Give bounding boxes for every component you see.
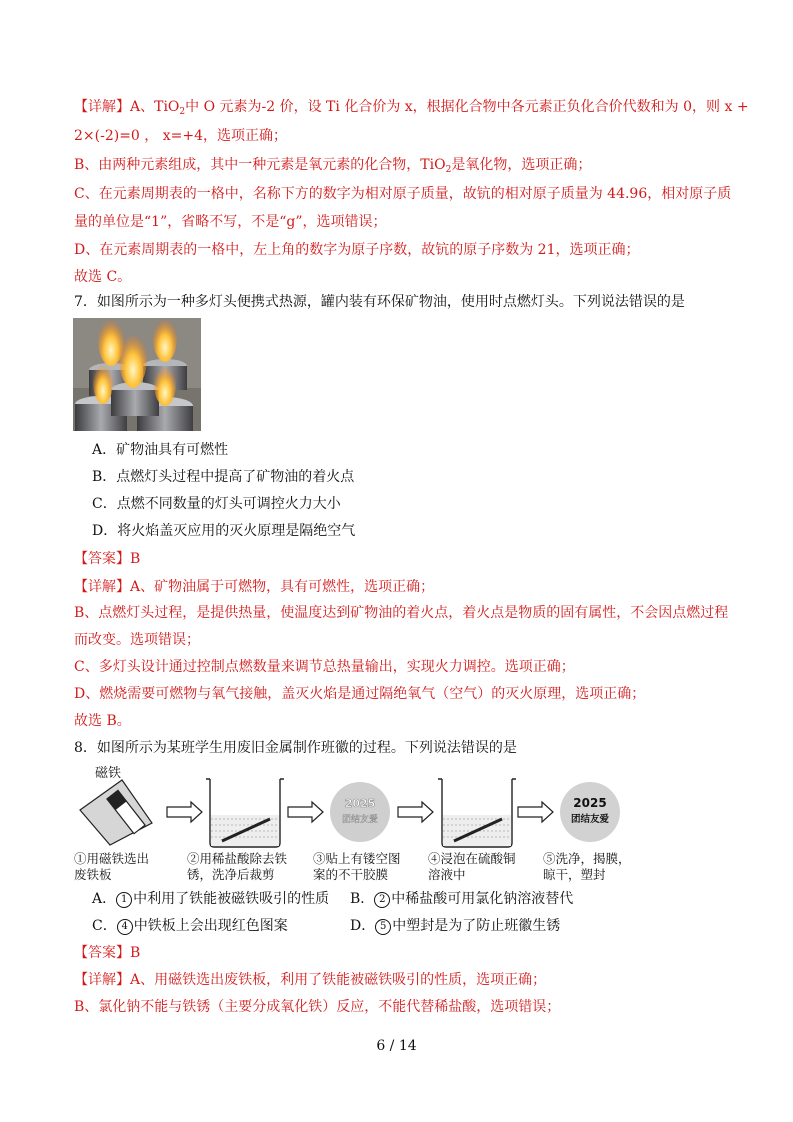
q7-detail-line-2: B、点燃灯头过程，是提供热量，使温度达到矿物油的着火点，着火点是物质的固有属性，不会因点燃过程 <box>74 605 729 621</box>
badge-outline-year: 2025 <box>344 797 376 810</box>
q7-option-b: B．点燃灯头过程中提高了矿物油的着火点 <box>92 469 355 485</box>
q6-detail-line-7: 故选 C。 <box>74 269 132 285</box>
q7-detail-line-3: 而改变。选项错误； <box>74 632 200 648</box>
q6-detail-line-5: 量的单位是“1”，省略不写，不是“g”，选项错误； <box>74 214 387 230</box>
q8-stem: 8．如图所示为某班学生用废旧金属制作班徽的过程。下列说法错误的是 <box>74 740 517 756</box>
q7-stem: 7．如图所示为一种多灯头便携式热源，罐内装有环保矿物油，使用时点燃灯头。下列说法错误的是 <box>74 294 685 310</box>
badge-final-text: 团结友爱 <box>570 814 610 825</box>
step-1-caption: ①用磁铁选出 废铁板 <box>74 851 150 882</box>
q7-detail-line-6: 故选 B。 <box>74 713 131 729</box>
q8-detail-line-2: B、氯化钠不能与铁锈（主要分成氧化铁）反应，不能代替稀盐酸，选项错误； <box>74 999 561 1015</box>
q6-detail-line-1: 【详解】A、TiO$_2$中 O 元素为-2 价，设 Ti 化合价为 x，根据化合物中各元素正负化合价代数和为 0，则 x + <box>74 99 749 117</box>
badge-final-year: 2025 <box>573 796 607 810</box>
q8-option-c: C． 4 中铁板上会出现红色图案 <box>92 918 288 934</box>
q7-answer: 【答案】B <box>74 551 141 567</box>
q7-option-a: A．矿物油具有可燃性 <box>92 442 229 458</box>
step-3-caption: ③贴上有镂空图 案的不干胶膜 <box>313 851 401 882</box>
q8-option-b: B． 2 中稀盐酸可用氯化钠溶液替代 <box>350 891 574 907</box>
step-2-caption: ②用稀盐酸除去铁 锈，洗净后裁剪 <box>187 851 288 882</box>
q8-detail-line-1: 【详解】A、用磁铁选出废铁板，利用了铁能被磁铁吸引的性质，选项正确； <box>74 972 547 988</box>
q7-option-d: D．将火焰盖灭应用的灭火原理是隔绝空气 <box>92 523 356 539</box>
magnet-label: 磁铁 <box>95 766 122 781</box>
q6-detail-line-2: 2×(-2)=0 ， x=+4，选项正确； <box>74 128 288 144</box>
q6-detail-line-3: B、由两种元素组成，其中一种元素是氧元素的化合物，TiO$_2$是氧化物，选项正确； <box>74 157 592 175</box>
q7-option-c: C．点燃不同数量的灯头可调控火力大小 <box>92 496 341 512</box>
process-diagram <box>70 775 630 850</box>
q6-detail-line-4: C、在元素周期表的一格中，名称下方的数字为相对原子质量，故钪的相对原子质量为 44.96，相对原子质 <box>74 186 732 202</box>
page-number: 6 / 14 <box>376 1038 417 1054</box>
q8-option-d: D． 5 中塑封是为了防止班徽生锈 <box>350 918 561 934</box>
step-4-caption: ④浸泡在硫酸铜 溶液中 <box>428 851 516 882</box>
q6-detail-line-6: D、在元素周期表的一格中，左上角的数字为原子序数，故钪的原子序数为 21，选项正确； <box>74 242 640 258</box>
badge-outline-text: 团结友爱 <box>341 815 379 825</box>
step-5-caption: ⑤洗净，揭膜， 晾干，塑封 <box>543 851 631 882</box>
burner-photo <box>73 318 201 431</box>
q7-detail-line-1: 【详解】A、矿物油属于可燃物，具有可燃性，选项正确； <box>74 579 435 595</box>
q7-detail-line-4: C、多灯头设计通过控制点燃数量来调节总热量输出，实现火力调控。选项正确； <box>74 659 575 675</box>
q7-detail-line-5: D、燃烧需要可燃物与氧气接触，盖灭火焰是通过隔绝氧气（空气）的灭火原理，选项正确； <box>74 686 646 702</box>
q8-answer: 【答案】B <box>74 945 141 961</box>
q8-option-a: A． 1 中利用了铁能被磁铁吸引的性质 <box>92 891 330 907</box>
